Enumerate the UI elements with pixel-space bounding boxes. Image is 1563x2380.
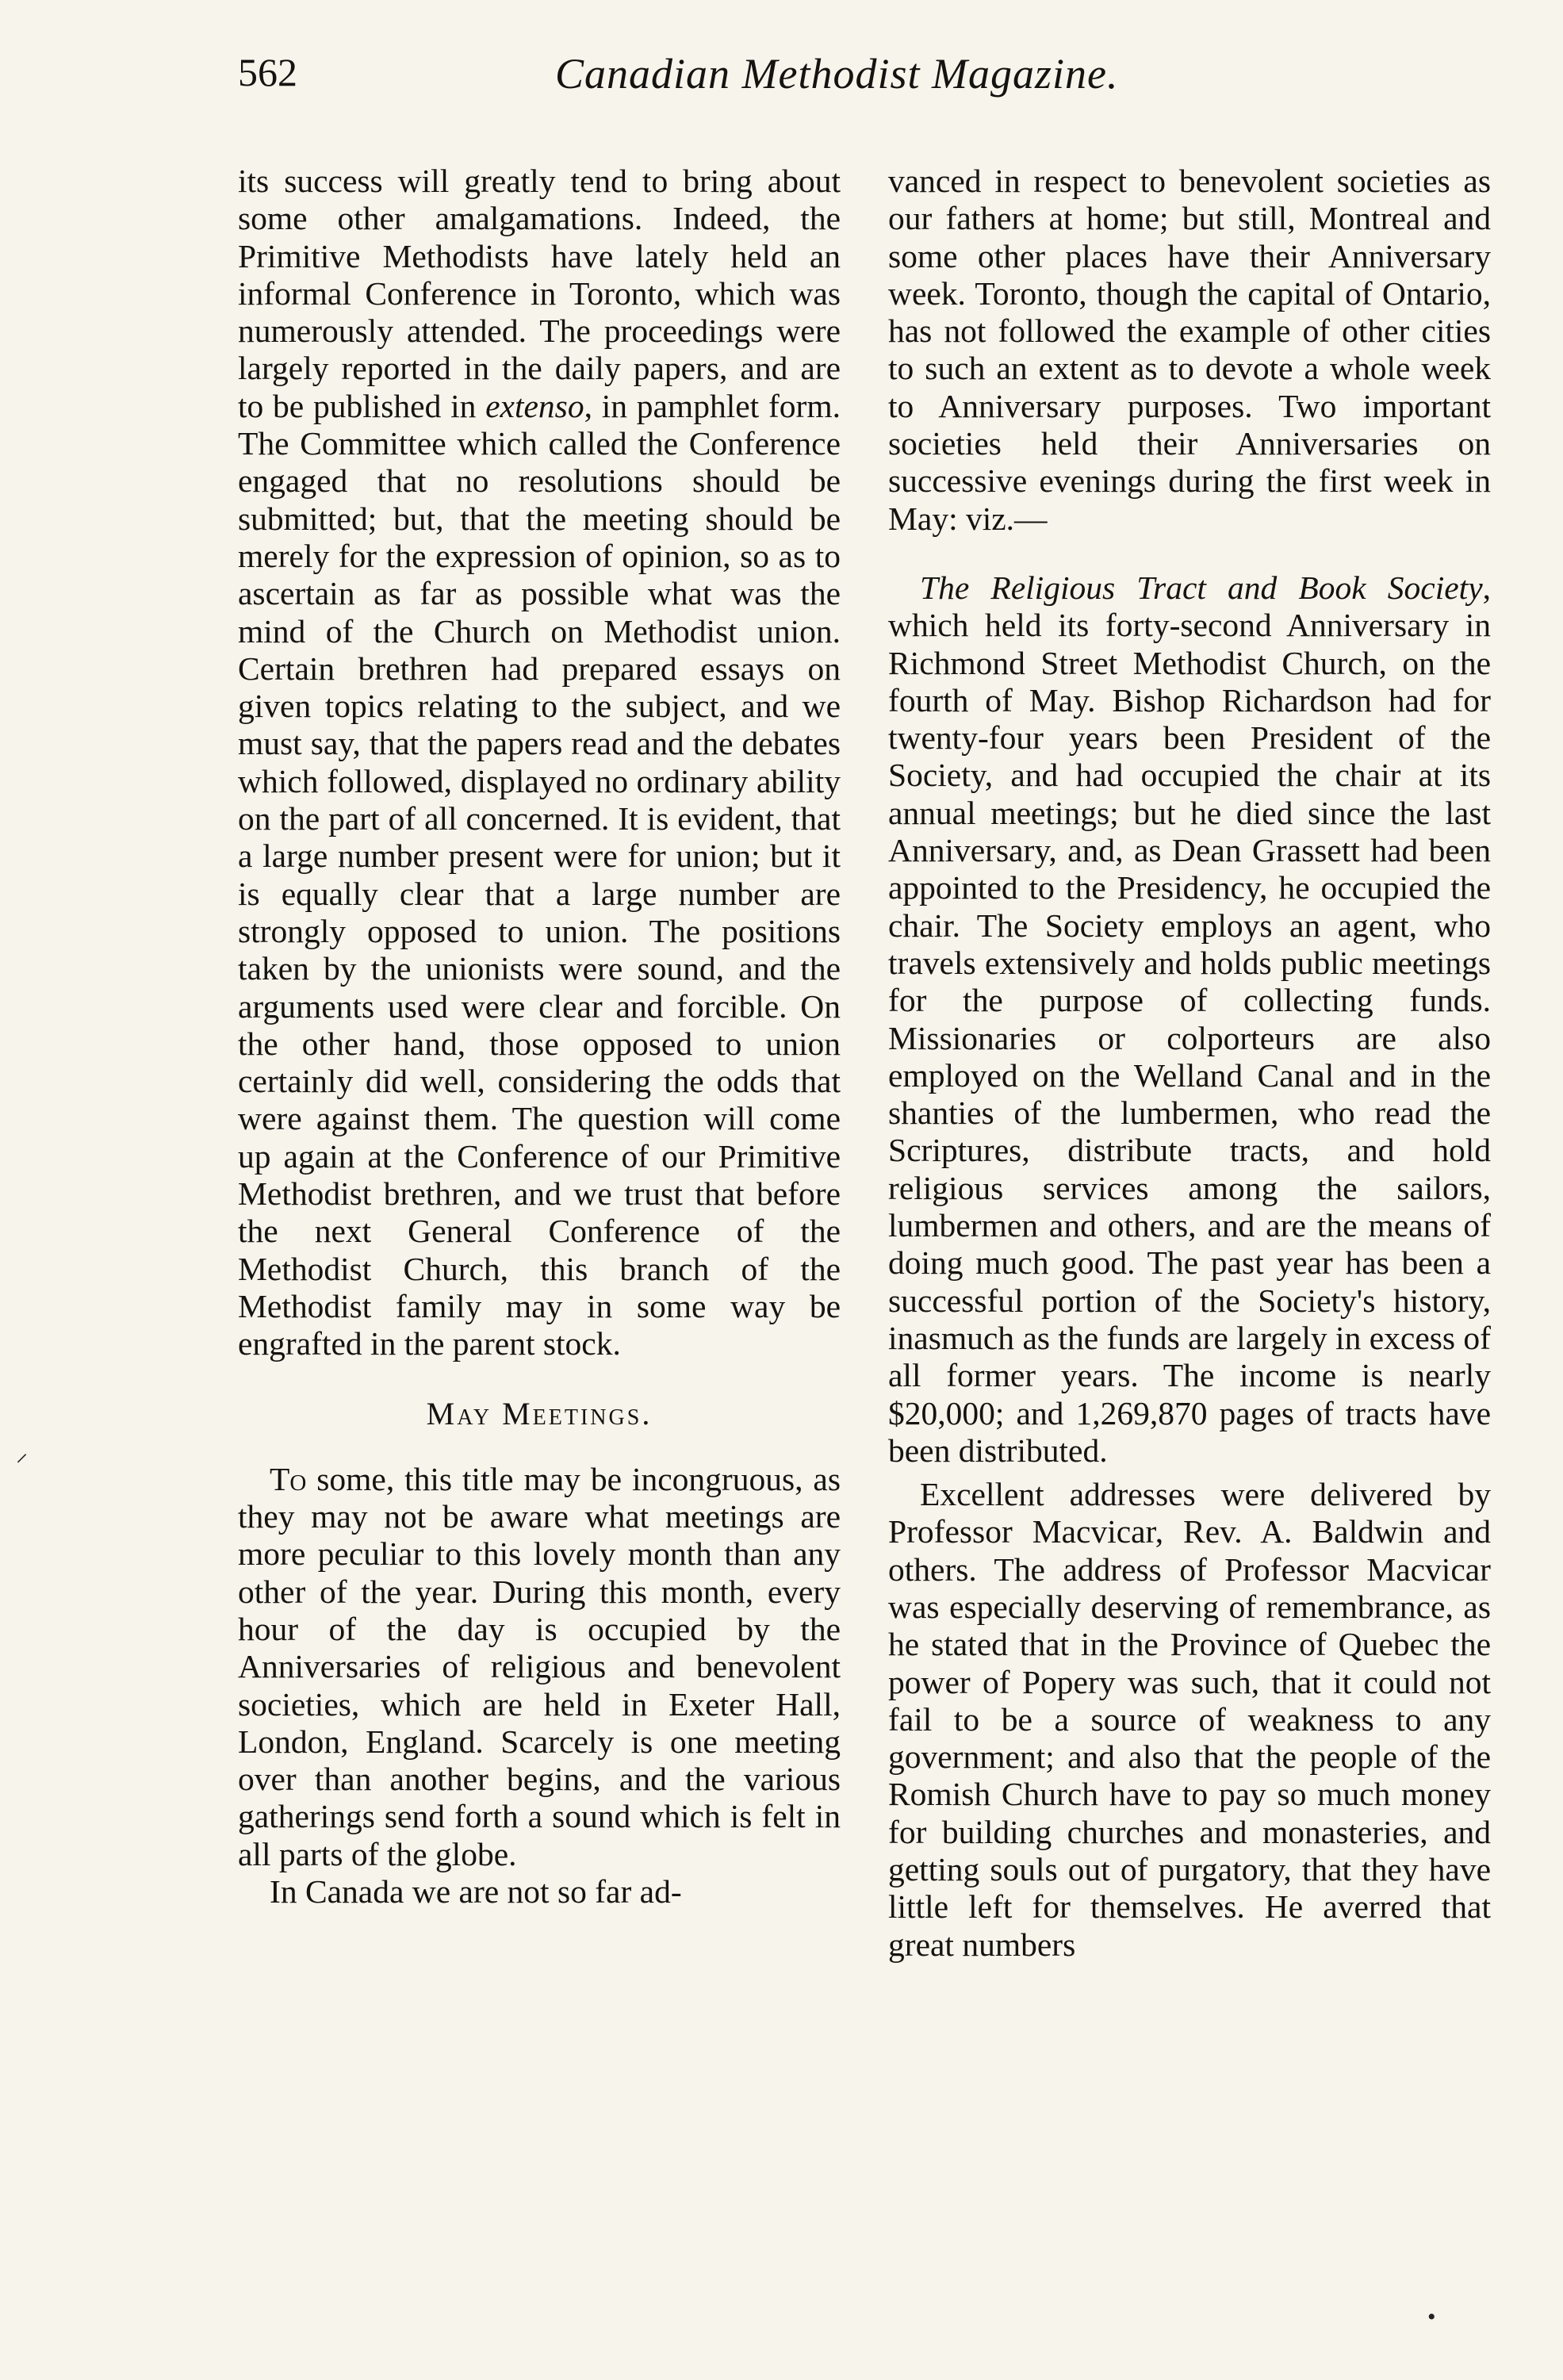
section-heading: May Meetings. — [426, 1395, 653, 1431]
left-paragraph-3: In Canada we are not so far ad- — [270, 1873, 682, 1911]
running-title: Canadian Methodist Magazine. — [555, 50, 1119, 98]
right-paragraph-2-text: , which held its forty-second Anniversary in Richmond Street Methodist Church, on the fourth of May. Bishop Richardson had for twenty-four years been President of the Society, and had occupied the chair at its annual meetings; but he died since the last Anniversary, and, as Dean Grassett had been appointed to the Presidency, he occupied the chair. The Society employs an agent, who travels extensively and holds public meetings for the purpose of collecting funds. Missionaries or colporteurs are also employed on the Welland Canal and in the shanties of the lumbermen, who read the Scriptures, distribute tracts, and hold religious services among the sailors, lumbermen and others, and are the means of doing much good. The past year has been a successful portion of the Society's history, inasmuch as the funds are largely in excess of all former years. The income is nearly $20,000; and 1,269,870 pages of tracts have been distributed. — [888, 569, 1491, 1469]
right-paragraph-2-italic: The Religious Tract and Book Society — [920, 569, 1483, 606]
left-paragraph-2 — [238, 1461, 841, 1873]
speck-mark: • — [1427, 2304, 1436, 2330]
left-paragraph-1-text: its success will greatly tend to bring about some other amalgamations. Indeed, the Primitive Methodists have lately held an informal Conference in Toronto, which was numerously attended. The proceedings were largely reported in the daily papers, and are to be published in — [238, 163, 841, 424]
right-paragraph-3: Excellent addresses were delivered by Professor Macvicar, Rev. A. Baldwin and others. The address of Professor Macvicar was especially deserving of remembrance, as he stated that in the Province of Quebec the power of Popery was such, that it could not fail to be a source of weakness to any government; and also that the people of the Romish Church have to pay so much money for building churches and monasteries, and getting souls out of purgatory, that they have little left for themselves. He averred that great numbers — [888, 1476, 1491, 1963]
left-paragraph-1-italic: extenso — [485, 387, 584, 424]
left-paragraph-2-text: some, this title may be incongruous, as they may not be aware what meetings are more peculiar to this lovely month than any other of the year. During this month, every hour of the day is occupied by the Anniversaries of religious and benevolent societies, which are held in Exeter Hall, London, England. Scarcely is one meeting over than another begins, and the various gatherings send forth a sound which is felt in all parts of the globe. — [238, 1460, 841, 1872]
left-column — [238, 163, 841, 1911]
page-number: 562 — [238, 50, 297, 94]
left-paragraph-1-text-continued: , in pamphlet form. The Committee which called the Conference engaged that no resolutions should be submitted; but, that the meeting should be merely for the expression of opinion, so as to ascertain as far as possible what was the mind of the Church on Methodist union. Certain brethren had prepared essays on given topics relating to the subject, and we must say, that the papers read and the debates which followed, displayed no ordinary ability on the part of all concerned. It is evident, that a large number present were for union; but it is equally clear that a large number are strongly opposed to union. The positions taken by the unionists were sound, and the arguments used were clear and forcible. On the other hand, those opposed to union certainly did well, considering the odds that were against them. The question will come up again at the Conference of our Primitive Methodist brethren, and we trust that before the next General Conference of the Methodist Church, this branch of the Methodist family may in some way be engrafted in the parent stock. — [238, 387, 841, 1362]
left-paragraph-2-first-word: To — [270, 1460, 307, 1497]
right-paragraph-1: vanced in respect to benevolent societies as our fathers at home; but still, Montreal and some other places have their Anniversary week. Toronto, though the capital of Ontario, has not followed the example of other cities to such an extent as to devote a whole week to Anniversary purposes. Two important societies held their Anniversaries on successive evenings during the first week in May: viz.— — [888, 163, 1491, 537]
margin-mark: ⸝ — [16, 1440, 28, 1466]
right-column — [888, 163, 1491, 1964]
right-paragraph-2 — [888, 569, 1491, 1470]
left-paragraph-1 — [238, 163, 841, 1363]
page-header — [238, 49, 1427, 121]
